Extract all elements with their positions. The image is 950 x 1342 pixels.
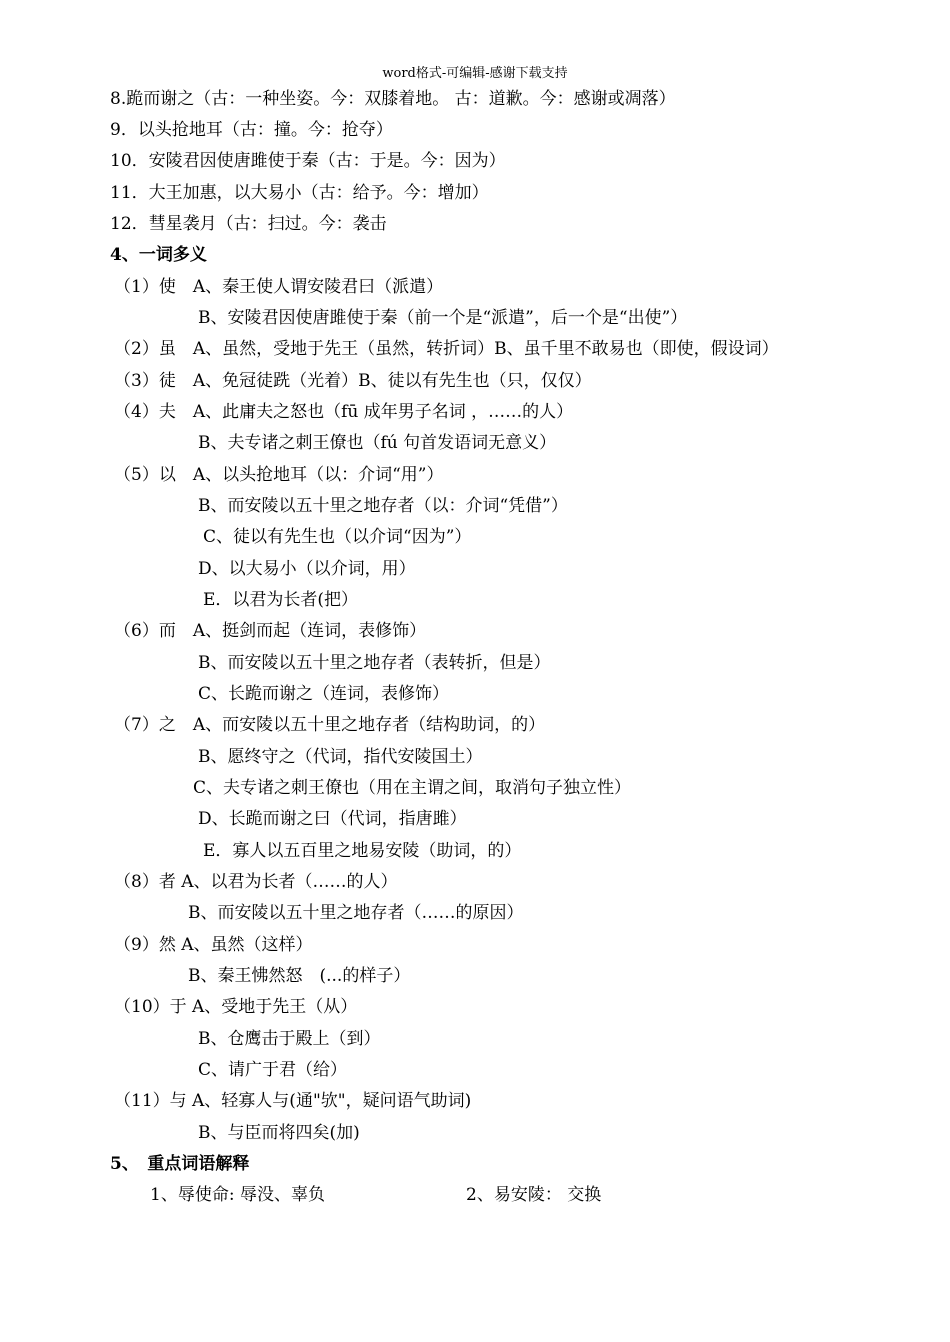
term-1: 1、辱使命: 辱没、辜负 bbox=[150, 1185, 325, 1205]
text-line-21: （7）之 A、而安陵以五十里之地存者（结构助词，的） bbox=[114, 715, 546, 735]
text-line-12: B、夫专诸之刺王僚也（fú 句首发语词无意义） bbox=[198, 433, 557, 453]
text-line-9: （2）虽 A、虽然，受地于先王（虽然，转折词）B、虽千里不敢易也（即使，假设词） bbox=[114, 339, 779, 359]
text-line-33: （11）与 A、轻寡人与(通"欤"，疑问语气助词) bbox=[114, 1091, 472, 1111]
text-line-23: C、夫专诸之刺王僚也（用在主谓之间，取消句子独立性） bbox=[193, 778, 632, 798]
section-heading-4: 4、一词多义 bbox=[110, 245, 207, 265]
text-line-11: （4）夫 A、此庸夫之怒也（fū 成年男子名词 ，……的人） bbox=[114, 402, 574, 422]
text-line-24: D、长跪而谢之曰（代词，指唐雎） bbox=[198, 809, 467, 829]
text-line-27: B、而安陵以五十里之地存者（……的原因） bbox=[188, 903, 524, 923]
text-line-8: B、安陵君因使唐雎使于秦（前一个是“派遣”，后一个是“出使”） bbox=[198, 308, 688, 328]
section-heading-5: 5、 重点词语解释 bbox=[110, 1154, 250, 1174]
text-line-26: （8）者 A、以君为长者（……的人） bbox=[114, 872, 398, 892]
term-2: 2、易安陵： 交换 bbox=[466, 1185, 602, 1205]
page-header: word格式-可编辑-感谢下载支持 bbox=[382, 66, 568, 81]
text-line-10: （3）徒 A、免冠徒跣（光着）B、徒以有先生也（只，仅仅） bbox=[114, 371, 592, 391]
text-line-18: （6）而 A、挺剑而起（连词，表修饰） bbox=[114, 621, 427, 641]
text-line-3: 10．安陵君因使唐雎使于秦（古：于是。今：因为） bbox=[110, 151, 506, 171]
text-line-28: （9）然 A、虽然（这样） bbox=[114, 935, 313, 955]
text-line-29: B、秦王怫然怒 (...的样子） bbox=[188, 966, 411, 986]
text-line-31: B、仓鹰击于殿上（到） bbox=[198, 1029, 381, 1049]
text-line-34: B、与臣而将四矣(加) bbox=[198, 1123, 360, 1143]
text-line-4: 11．大王加惠，以大易小（古：给予。今：增加） bbox=[110, 183, 489, 203]
text-line-25: E．寡人以五百里之地易安陵（助词，的） bbox=[203, 841, 522, 861]
text-line-1: 8.跪而谢之（古：一种坐姿。今：双膝着地。 古：道歉。今：感谢或凋落） bbox=[110, 89, 676, 109]
text-line-5: 12．彗星袭月（古：扫过。今：袭击 bbox=[110, 214, 387, 234]
text-line-17: E．以君为长者(把） bbox=[203, 590, 359, 610]
text-line-15: C、徒以有先生也（以介词“因为”） bbox=[203, 527, 472, 547]
text-line-22: B、愿终守之（代词，指代安陵国土） bbox=[198, 747, 483, 767]
text-line-20: C、长跪而谢之（连词，表修饰） bbox=[198, 684, 450, 704]
text-line-13: （5）以 A、以头抢地耳（以：介词“用”） bbox=[114, 465, 444, 485]
text-line-19: B、而安陵以五十里之地存者（表转折，但是） bbox=[198, 653, 551, 673]
text-line-32: C、请广于君（给） bbox=[198, 1060, 348, 1080]
text-line-16: D、以大易小（以介词，用） bbox=[198, 559, 416, 579]
text-line-2: 9．以头抢地耳（古：撞。今：抢夺） bbox=[110, 120, 393, 140]
text-line-7: （1）使 A、秦王使人谓安陵君曰（派遣） bbox=[114, 277, 444, 297]
text-line-30: （10）于 A、受地于先王（从） bbox=[114, 997, 358, 1017]
text-line-14: B、而安陵以五十里之地存者（以：介词“凭借”） bbox=[198, 496, 568, 516]
